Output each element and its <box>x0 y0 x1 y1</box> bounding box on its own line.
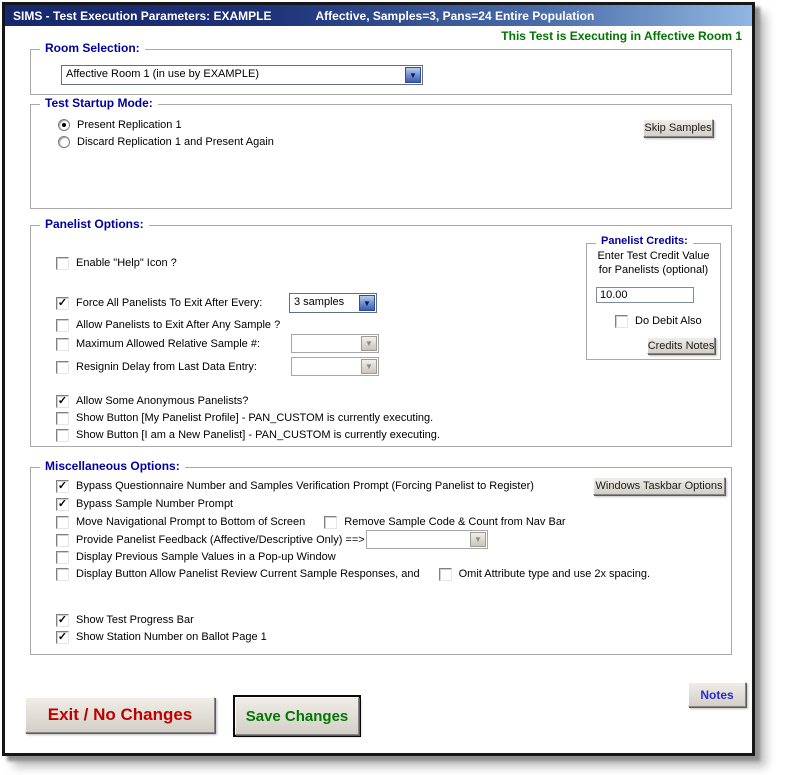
prev-values-label: Display Previous Sample Values in a Pop-up Window <box>76 551 336 563</box>
exit-no-changes-label: Exit / No Changes <box>47 705 193 724</box>
notes-label: Notes <box>700 687 734 702</box>
remove-code-label: Remove Sample Code & Count from Nav Bar <box>344 516 566 528</box>
resignin-row <box>56 359 257 375</box>
execution-status-text: This Test is Executing in Affective Room 1 <box>501 29 742 43</box>
new-panelist-checkbox[interactable] <box>56 429 69 442</box>
bypass-sample-label: Bypass Sample Number Prompt <box>76 498 234 510</box>
station-number-checkbox[interactable]: ✓ <box>57 630 68 643</box>
enable-help-checkbox[interactable] <box>56 257 69 270</box>
exit-no-changes-button[interactable] <box>25 697 215 733</box>
profile-button-label: Show Button [My Panelist Profile] - PAN_CUSTOM is currently executing. <box>76 412 434 424</box>
save-changes-button[interactable] <box>235 697 359 735</box>
panelist-options-label: Panelist Options: <box>40 217 149 231</box>
progress-bar-checkbox[interactable]: ✓ <box>57 613 68 626</box>
nav-prompt-row <box>56 514 566 530</box>
bypass-sample-row <box>56 496 233 512</box>
move-nav-checkbox[interactable] <box>56 516 69 529</box>
prev-values-checkbox[interactable] <box>56 551 69 564</box>
do-debit-row <box>615 313 702 329</box>
feedback-row <box>56 532 365 548</box>
room-selection-combo-value: Affective Room 1 (in use by EXAMPLE) <box>66 68 259 80</box>
profile-button-row <box>56 410 433 426</box>
enable-help-row <box>56 255 177 271</box>
progress-bar-row <box>56 612 194 628</box>
resignin-checkbox[interactable] <box>56 361 69 374</box>
present-replication-radio[interactable] <box>58 119 70 131</box>
panelist-credits-group <box>586 235 721 360</box>
do-debit-label: Do Debit Also <box>635 315 702 327</box>
credit-value-hint: Enter Test Credit Value for Panelists (optional) <box>597 250 710 276</box>
room-selection-label: Room Selection: <box>40 41 145 55</box>
progress-bar-label: Show Test Progress Bar <box>76 614 194 626</box>
misc-options-label: Miscellaneous Options: <box>40 459 185 473</box>
max-sample-label: Maximum Allowed Relative Sample #: <box>76 338 261 350</box>
do-debit-checkbox[interactable] <box>615 315 628 328</box>
window-title: SIMS - Test Execution Parameters: EXAMPLE <box>13 8 272 23</box>
new-panelist-row <box>56 427 440 443</box>
bypass-sample-checkbox[interactable]: ✓ <box>57 497 68 510</box>
test-startup-label: Test Startup Mode: <box>40 96 158 110</box>
discard-replication-radio[interactable] <box>58 136 70 148</box>
enable-help-label: Enable "Help" Icon ? <box>76 257 177 269</box>
review-row <box>56 566 650 582</box>
skip-samples-button[interactable]: Skip Samples <box>643 119 713 137</box>
anonymous-row <box>56 393 248 409</box>
station-number-label: Show Station Number on Ballot Page 1 <box>76 631 267 643</box>
review-label: Display Button Allow Panelist Review Current Sample Responses, and <box>76 568 420 580</box>
feedback-combo <box>366 530 488 549</box>
allow-exit-checkbox[interactable] <box>56 319 69 332</box>
resignin-combo <box>291 357 379 376</box>
force-exit-combo-value: 3 samples <box>294 296 345 308</box>
feedback-label: Provide Panelist Feedback (Affective/Descriptive Only) ==> <box>76 534 365 546</box>
credit-value-input[interactable] <box>596 287 694 303</box>
window-title-info: Affective, Samples=3, Pans=24 Entire Population <box>315 8 595 23</box>
discard-replication-radio-row <box>58 134 274 150</box>
chevron-down-icon[interactable]: ▼ <box>405 67 421 83</box>
sims-dialog-window <box>2 2 755 756</box>
force-exit-combo[interactable] <box>289 293 377 313</box>
chevron-down-icon: ▼ <box>361 359 377 374</box>
present-replication-label: Present Replication 1 <box>77 119 182 131</box>
anonymous-label: Allow Some Anonymous Panelists? <box>76 395 249 407</box>
force-exit-checkbox[interactable]: ✓ <box>57 296 68 309</box>
max-sample-row <box>56 336 260 352</box>
force-exit-row <box>56 295 262 311</box>
resignin-label: Resignin Delay from Last Data Entry: <box>76 361 257 373</box>
station-number-row <box>56 629 267 645</box>
allow-exit-label: Allow Panelists to Exit After Any Sample ? <box>76 319 281 331</box>
prev-values-row <box>56 549 336 565</box>
panelist-options-group <box>30 217 732 447</box>
bypass-questionnaire-checkbox[interactable]: ✓ <box>57 479 68 492</box>
title-bar <box>5 5 752 26</box>
new-panelist-label: Show Button [I am a New Panelist] - PAN_CUSTOM is currently executing. <box>76 429 440 441</box>
anonymous-checkbox[interactable]: ✓ <box>57 394 68 407</box>
present-replication-radio-row <box>58 117 182 133</box>
notes-button[interactable] <box>688 682 746 707</box>
profile-button-checkbox[interactable] <box>56 412 69 425</box>
review-checkbox[interactable] <box>56 568 69 581</box>
force-exit-label: Force All Panelists To Exit After Every: <box>76 297 263 309</box>
chevron-down-icon: ▼ <box>361 336 377 351</box>
credits-notes-button[interactable]: Credits Notes <box>647 337 715 354</box>
remove-code-checkbox[interactable] <box>324 516 337 529</box>
bypass-questionnaire-label: Bypass Questionnaire Number and Samples Verification Prompt (Forcing Panelist to Register) <box>76 480 534 492</box>
room-selection-group <box>30 41 732 95</box>
feedback-checkbox[interactable] <box>56 534 69 547</box>
windows-taskbar-options-button[interactable]: Windows Taskbar Options <box>593 477 725 495</box>
save-changes-label: Save Changes <box>245 707 349 725</box>
omit-attr-checkbox[interactable] <box>439 568 452 581</box>
test-startup-group <box>30 96 732 209</box>
room-selection-combo[interactable] <box>61 65 423 85</box>
max-sample-checkbox[interactable] <box>56 338 69 351</box>
panelist-credits-label: Panelist Credits: <box>596 235 693 247</box>
max-sample-combo <box>291 334 379 353</box>
save-changes-button-frame <box>233 695 361 737</box>
omit-attr-label: Omit Attribute type and use 2x spacing. <box>458 568 651 580</box>
discard-replication-label: Discard Replication 1 and Present Again <box>77 136 274 148</box>
chevron-down-icon: ▼ <box>470 532 486 547</box>
allow-exit-row <box>56 317 280 333</box>
misc-options-group <box>30 459 732 655</box>
chevron-down-icon[interactable]: ▼ <box>359 295 375 311</box>
bypass-questionnaire-row <box>56 478 534 494</box>
move-nav-label: Move Navigational Prompt to Bottom of Screen <box>76 516 306 528</box>
